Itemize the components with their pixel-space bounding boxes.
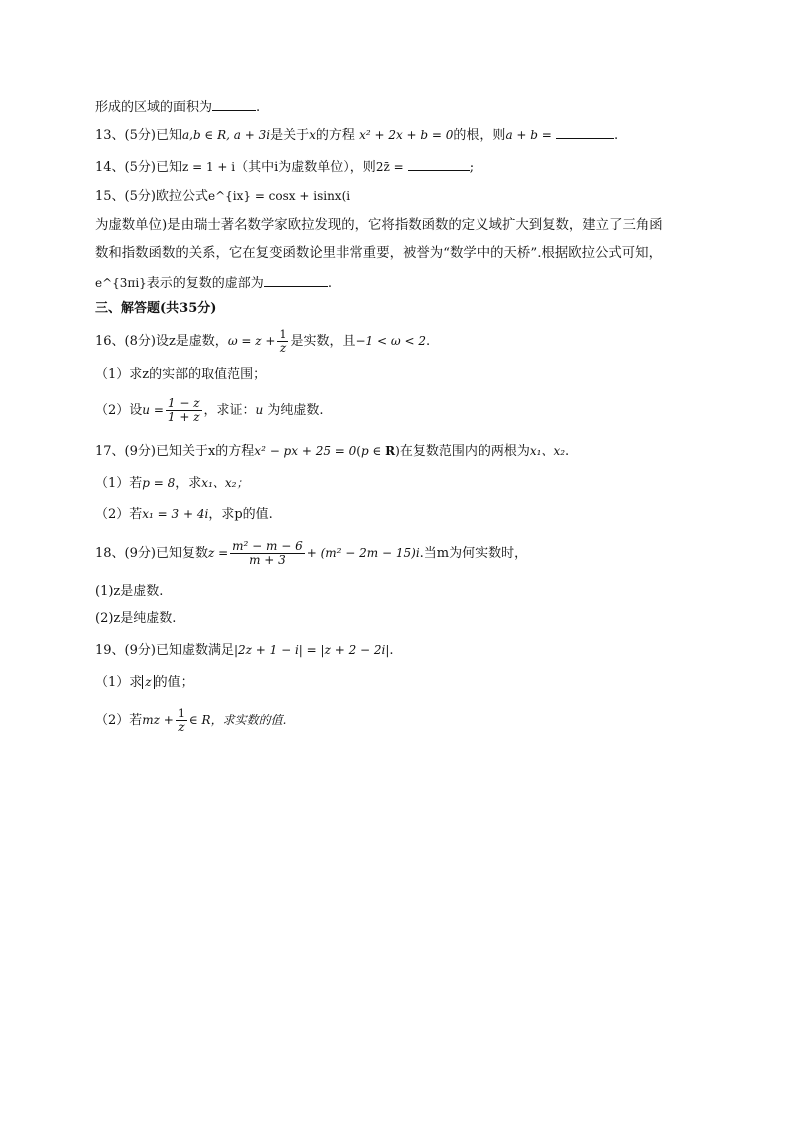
question-17: 17、(9分)已知关于x的方程x² − px + 25 = 0(p ∈ R)在复数范围内的两根为x₁、x₂. (95, 444, 570, 459)
answer-blank (212, 98, 256, 111)
question-19: 19、(9分)已知虚数满足|2z + 1 − i| = |z + 2 − 2i|. (95, 643, 394, 658)
question-16-part-2: （2）设u = $\frac{1 - z}{1 + z}$ ，求证：u 为纯虚数. (95, 396, 324, 424)
question-16-part-1: （1）求z的实部的取值范围； (95, 367, 267, 382)
fraction: $\frac{1}{z}$ (177, 707, 185, 734)
answer-blank (556, 126, 614, 139)
question-18-part-1: (1)z是虚数. (95, 584, 164, 599)
question-18: 18、(9分)已知复数z = $\frac{\text{m² − m − 6}}{m + 3}$ + (m² − 2m − 15)i.当m为何实数时， (95, 539, 528, 567)
question-16: 16、(8分)设z是虚数，ω = z + $\frac{1}{z}$ 是实数，且−1 < ω < 2. (95, 328, 431, 355)
question-15: 15、(5分)欧拉公式e^{ix} = cosx + isinx(i (95, 189, 351, 204)
question-15-text: e^{3πi}表示的复数的虚部为 . (95, 276, 332, 291)
question-17-part-2: （2）若x₁ = 3 + 4i，求p的值. (95, 507, 273, 522)
question-15-text: 数和指数函数的关系，它在复变函数论里非常重要，被誉为“数学中的天桥”.根据欧拉公式可知， (95, 246, 662, 261)
answer-blank (408, 158, 470, 171)
text-area-prompt: 形成的区域的面积为 (95, 100, 213, 115)
question-14: 14、(5分)已知z = 1 + i（其中i为虚数单位），则2z̄ = ; (95, 160, 475, 175)
fraction: $\frac{1 - z}{1 + z}$ (167, 396, 200, 424)
question-13: 13、(5分)已知a,b ∈ R, a + 3i是关于x的方程 x² + 2x + b = 0的根，则a + b = . (95, 128, 619, 143)
question-15-text: 为虚数单位)是由瑞士著名数学家欧拉发现的，它将指数函数的定义域扩大到复数，建立了三角函 (95, 218, 663, 233)
fraction: $\frac{1}{z}$ (279, 328, 287, 355)
line-area: 形成的区域的面积为 . (95, 100, 261, 115)
question-19-part-2: （2）若mz + $\frac{1}{z}$ ∈ R，求实数的值. (95, 707, 287, 734)
answer-blank (264, 274, 328, 287)
fraction: $\frac{\text{m² − m − 6}}{m + 3}$ (232, 539, 303, 567)
question-19-part-1: （1）求 z 的值； (95, 675, 194, 690)
question-18-part-2: (2)z是纯虚数. (95, 611, 177, 626)
section-heading: 三、解答题(共35分) (95, 301, 217, 316)
question-17-part-1: （1）若p = 8，求x₁、x₂； (95, 476, 249, 491)
